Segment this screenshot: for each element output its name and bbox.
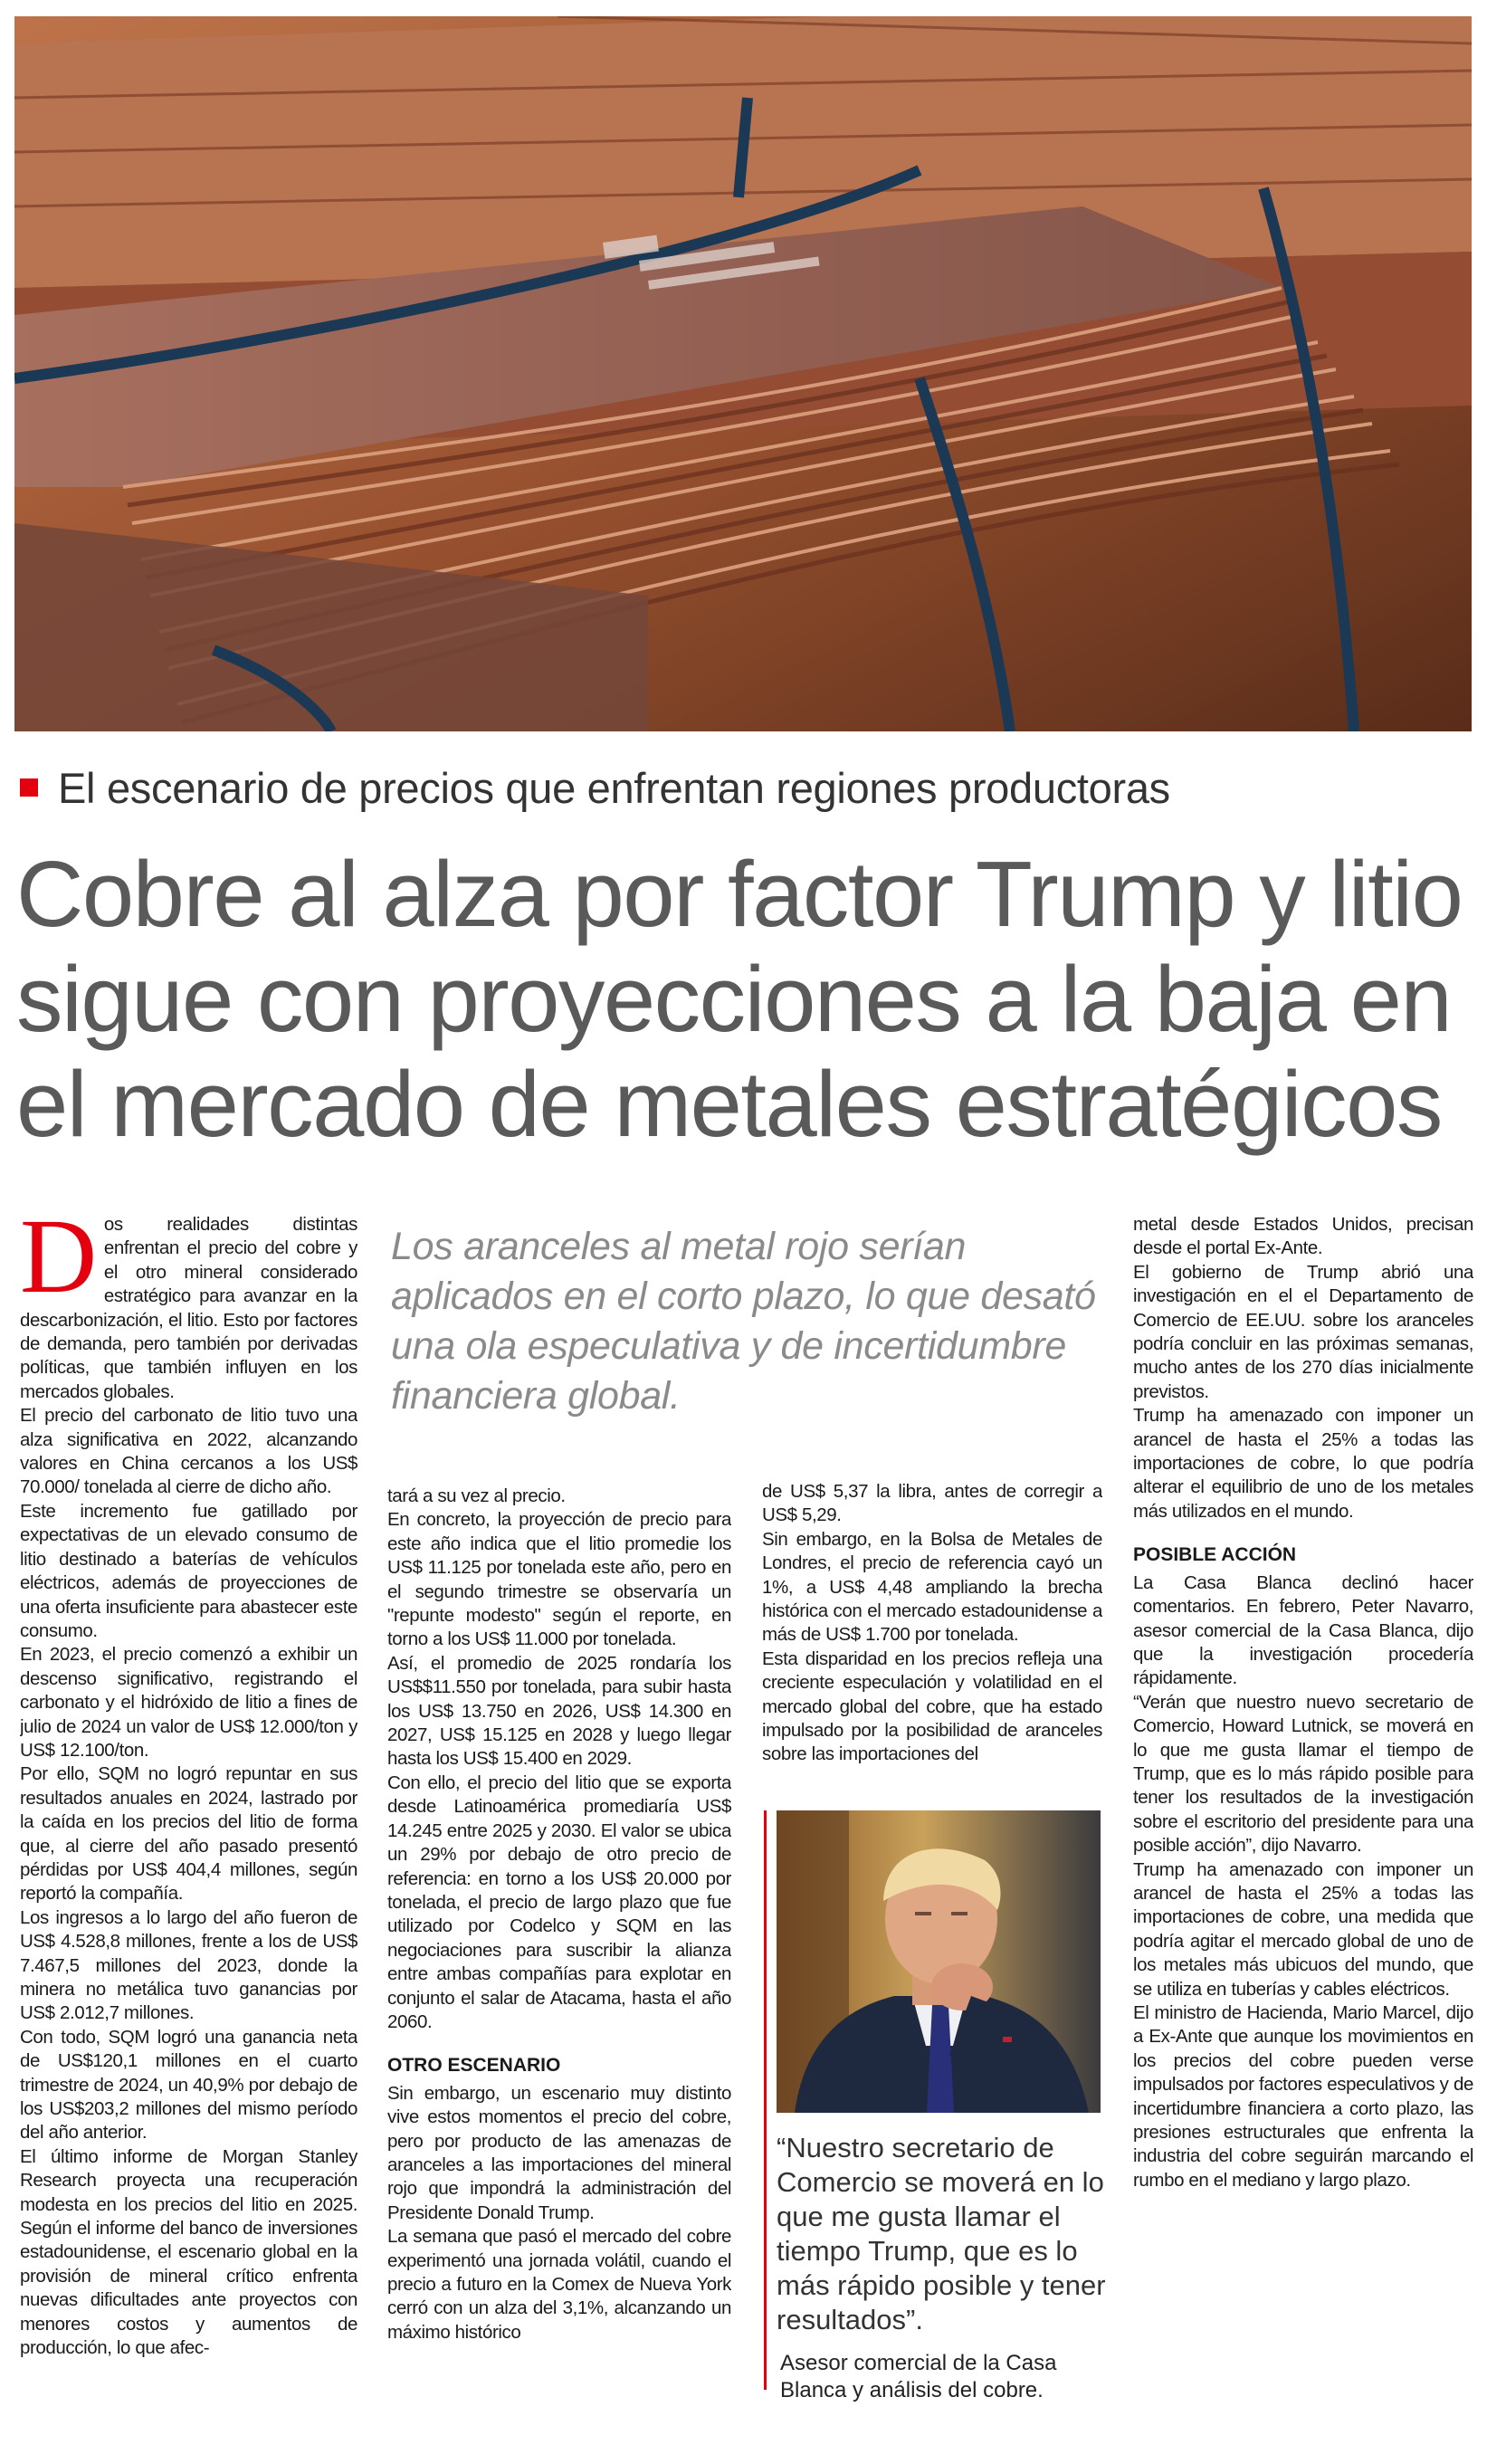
photo-credit: Asesor comercial de la Casa Blanca y análisis del cobre. [780, 2351, 1057, 2402]
paragraph: En concreto, la proyección de precio para este año indica que el litio promedie los US$ 11.125 por tonelada este año, pero en el segundo trimestre se observaría un "repunte modesto" según el reporte, en torno a los US$ 11.000 por tonelada. [387, 1509, 731, 1650]
portrait-illustration [777, 1810, 1101, 2113]
kicker-text: El escenario de precios que enfrentan regiones productoras [58, 763, 1170, 812]
paragraph: El ministro de Hacienda, Mario Marcel, dijo a Ex-Ante que aunque los movimientos en los precios del cobre pueden verse impulsados por factores especulativos y de incertidumbre financiera a corto plazo, las presiones estructurales que enfrenta la industria del cobre seguirán marcando el rumbo en el mediano y largo plazo. [1133, 2002, 1473, 2191]
paragraph: de US$ 5,37 la libra, antes de corregir a US$ 5,29. [762, 1481, 1102, 1526]
paragraph: Sin embargo, en la Bolsa de Metales de Londres, el precio de referencia cayó un 1%, a US$ 4,48 ampliando la brecha histórica con el mercado estadounidense a más de US$ 1.700 por tonelada. [762, 1528, 1102, 1646]
paragraph: Sin embargo, un escenario muy distinto vive estos momentos el precio del cobre, pero por producto de las amenazas de aranceles a las importaciones del mineral rojo que impondrá la administración del Presidente Donald Trump. [387, 2082, 731, 2223]
paragraph: Trump ha amenazado con imponer un arancel de hasta el 25% a todas las importaciones de cobre, una medida que podría agitar el mercado global de uno de los metales más ubicuos del mundo, que se utiliza en tuberías y cables eléctricos. [1133, 1858, 1473, 2000]
quote-accent-rule [764, 1810, 767, 2390]
subheading-otro-escenario: OTRO ESCENARIO [387, 2055, 561, 2077]
body-column-3 [762, 1480, 1102, 1788]
paragraph: Esta disparidad en los precios refleja una creciente especulación y volatilidad en el mercado global del cobre, que ha estado impulsado por la posibilidad de aranceles sobre las importaciones del [762, 1647, 1102, 1765]
paragraph: El gobierno de Trump abrió una investigación en el el Departamento de Comercio de EE.UU. sobre los aranceles podría concluir en las próximas semanas, mucho antes de los 270 días inicialmente previstos. [1133, 1261, 1473, 1402]
pull-quote: Los aranceles al metal rojo serían aplicados en el corto plazo, lo que desató una ola especulativa y de incertidumbre financiera global. [391, 1225, 1096, 1418]
copper-photo-illustration [14, 16, 1472, 731]
copper-cathodes-photo [14, 16, 1472, 731]
body-column-4 [1133, 1213, 1473, 2428]
body-column-2 [387, 1485, 731, 2435]
paragraph: El último informe de Morgan Stanley Research proyecta una recuperación modesta en los precios del litio en 2025. Según el informe del banco de inversiones estadounidense, el escenario global en la provisión de mineral crítico enfrenta nuevas dificultades ante proyectos con menores costos y aumentos de producción, lo que afec- [20, 2145, 357, 2359]
paragraph: El precio del carbonato de litio tuvo una alza significativa en 2022, alcanzando valores en China cercanos a los US$ 70.000/ tonelada al cierre de dicho año. [20, 1405, 357, 1498]
paragraph: La semana que pasó el mercado del cobre experimentó una jornada volátil, cuando el precio a futuro en la Comex de Nueva York cerró con un alza del 3,1%, alcanzando un máximo histórico [387, 2226, 731, 2343]
trump-portrait-photo [777, 1810, 1101, 2113]
paragraph: “Verán que nuestro nuevo secretario de Comercio, Howard Lutnick, se moverá en lo que me gusta llamar el tiempo de Trump, que es lo más rápido posible para tener los resultados de la investigación sobre el escritorio del presidente para una posible acción”, dijo Navarro. [1133, 1691, 1473, 1857]
paragraph: Por ello, SQM no logró repuntar en sus resultados anuales en 2024, lastrado por la caída en los precios del litio de forma que, al cierre del año pasado presentó pérdidas por US$ 404,4 millones, según reportó la compañía. [20, 1763, 357, 1905]
drop-cap: D [20, 1213, 97, 1315]
paragraph: Con todo, SQM logró una ganancia neta de US$120,1 millones en el cuarto trimestre de 2024, un 40,9% por debajo de los US$203,2 millones del mismo período del año anterior. [20, 2026, 357, 2144]
article-kicker [20, 762, 1468, 813]
body-column-1 [20, 1213, 357, 2428]
paragraph: La Casa Blanca declinó hacer comentarios. En febrero, Peter Navarro, asesor comercial de la Casa Blanca, dijo que la investigación procedería rápidamente. [1133, 1571, 1473, 1689]
red-square-bullet [20, 778, 38, 797]
paragraph: En 2023, el precio comenzó a exhibir un descenso significativo, registrando el carbonato y el hidróxido de litio a fines de julio de 2024 un valor de US$ 12.000/ton y US$ 12.100/ton. [20, 1644, 357, 1761]
subheading-posible-accion: POSIBLE ACCIÓN [1133, 1544, 1297, 1566]
paragraph: os realidades distintas enfrentan el precio del cobre y el otro mineral considerado estratégico para avanzar en la descarbonización, el litio. Esto por factores de demanda, pero también por derivadas políticas, que también influyen en los mercados globales. [20, 1214, 357, 1402]
paragraph: Con ello, el precio del litio que se exporta desde Latinoamérica promediaría US$ 14.245 entre 2025 y 2030. El valor se ubica un 29% por debajo de otro precio de referencia: en torno a los US$ 20.000 por tonelada, el precio de largo plazo que fue utilizado por Codelco y SQM en las negociaciones para suscribir la alianza entre ambas compañías para explotar en conjunto el salar de Atacama, hasta el año 2060. [387, 1772, 731, 2032]
paragraph: tará a su vez al precio. [387, 1485, 566, 1506]
paragraph: Así, el promedio de 2025 rondaría los US$$11.550 por tonelada, para subir hasta los US$ 13.750 en 2026, US$ 14.300 en 2027, US$ 15.125 en 2028 y luego llegar hasta los US$ 15.400 en 2029. [387, 1652, 731, 1770]
paragraph: Este incremento fue gatillado por expectativas de un elevado consumo de litio destinado a baterías de vehículos eléctricos, además de proyecciones de una oferta insuficiente para abastecer este consumo. [20, 1500, 357, 1641]
paragraph: Trump ha amenazado con imponer un arancel de hasta el 25% a todas las importaciones de cobre, lo que podría alterar el equilibrio de uno de los metales más utilizados en el mundo. [1133, 1405, 1473, 1522]
paragraph: metal desde Estados Unidos, precisan desde el portal Ex-Ante. [1133, 1214, 1473, 1259]
photo-quote: “Nuestro secretario de Comercio se moverá en lo que me gusta llamar el tiempo Trump, que es lo más rápido posible y tener resultados”. [777, 2132, 1106, 2335]
paragraph: Los ingresos a lo largo del año fueron de US$ 4.528,8 millones, frente a los de US$ 7.467,5 millones del 2023, donde la minera no metálica tuvo ganancias por US$ 2.012,7 millones. [20, 1906, 357, 2024]
article-headline: Cobre al alza por factor Trump y litio sigue con proyecciones a la baja en el mercado de metales estratégicos [16, 842, 1463, 1156]
